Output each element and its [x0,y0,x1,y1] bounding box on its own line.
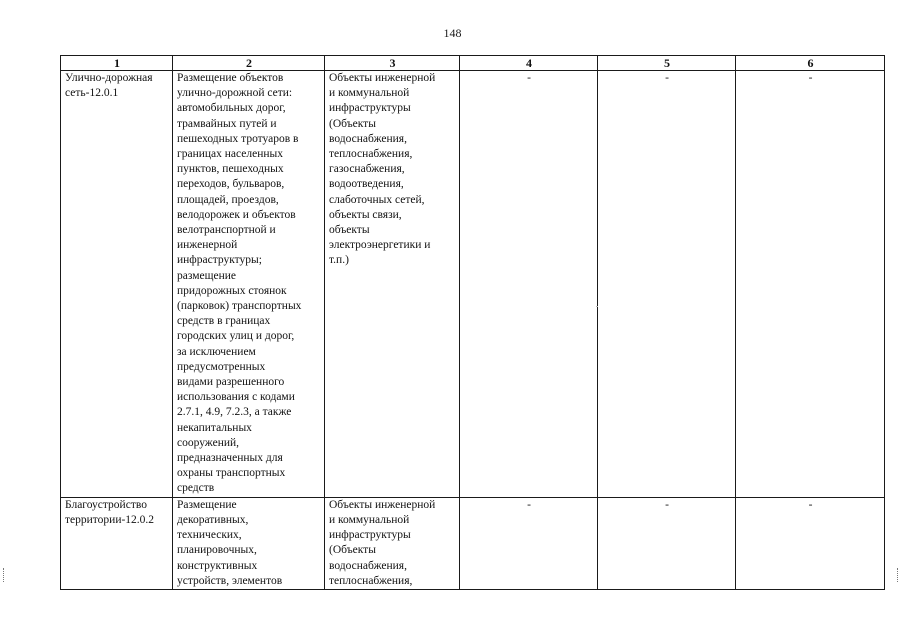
description-cell: Размещение объектов улично-дорожной сети: автомобильных дорог, трамвайных путей и пешеходных тротуаров в границах населенных пунктов, пешеходных переходов, бульваров, площадей, проездов, велодорожек и объектов велотранспортной и инженерной инфраструктуры; размещение придорожных стоянок (парковок) транспортных средств в границах городских улиц и дорог, за исключением предусмотренных видами разрешенного использования с кодами 2.7.1, 4.9, 7.2.3, а также некапитальных сооружений, предназначенных для охраны транспортных средств [173,71,325,498]
column-header-3: 3 [325,56,460,71]
column-header-4: 4 [460,56,598,71]
column-header-6: 6 [736,56,885,71]
right-scan-edge-mark [897,568,900,582]
left-scan-edge-mark [3,568,6,582]
table-header-row [61,56,885,71]
column-5-value: - [598,497,736,589]
page-number: 148 [443,26,462,40]
column-6-value: - [736,71,885,498]
column-4-value: - [460,71,598,498]
land-use-type-cell: Благоустройство территории-12.0.2 [61,497,173,589]
table-row [61,497,885,589]
land-use-type-cell: Улично-дорожная сеть-12.0.1 [61,71,173,498]
permitted-objects-cell: Объекты инженерной и коммунальной инфраструктуры (Объекты водоснабжения, теплоснабжения, газоснабжения, водоотведения, слаботочных сетей, объекты связи, объекты электроэнергетики и т.п.) [325,71,460,498]
column-6-value: - [736,497,885,589]
table-row [61,71,885,498]
land-use-table [60,55,885,590]
scan-speck [596,306,598,307]
column-5-value: - [598,71,736,498]
column-4-value: - [460,497,598,589]
description-cell: Размещение декоративных, технических, планировочных, конструктивных устройств, элементов [173,497,325,589]
permitted-objects-cell: Объекты инженерной и коммунальной инфраструктуры (Объекты водоснабжения, теплоснабжения, [325,497,460,589]
column-header-5: 5 [598,56,736,71]
column-header-1: 1 [61,56,173,71]
column-header-2: 2 [173,56,325,71]
